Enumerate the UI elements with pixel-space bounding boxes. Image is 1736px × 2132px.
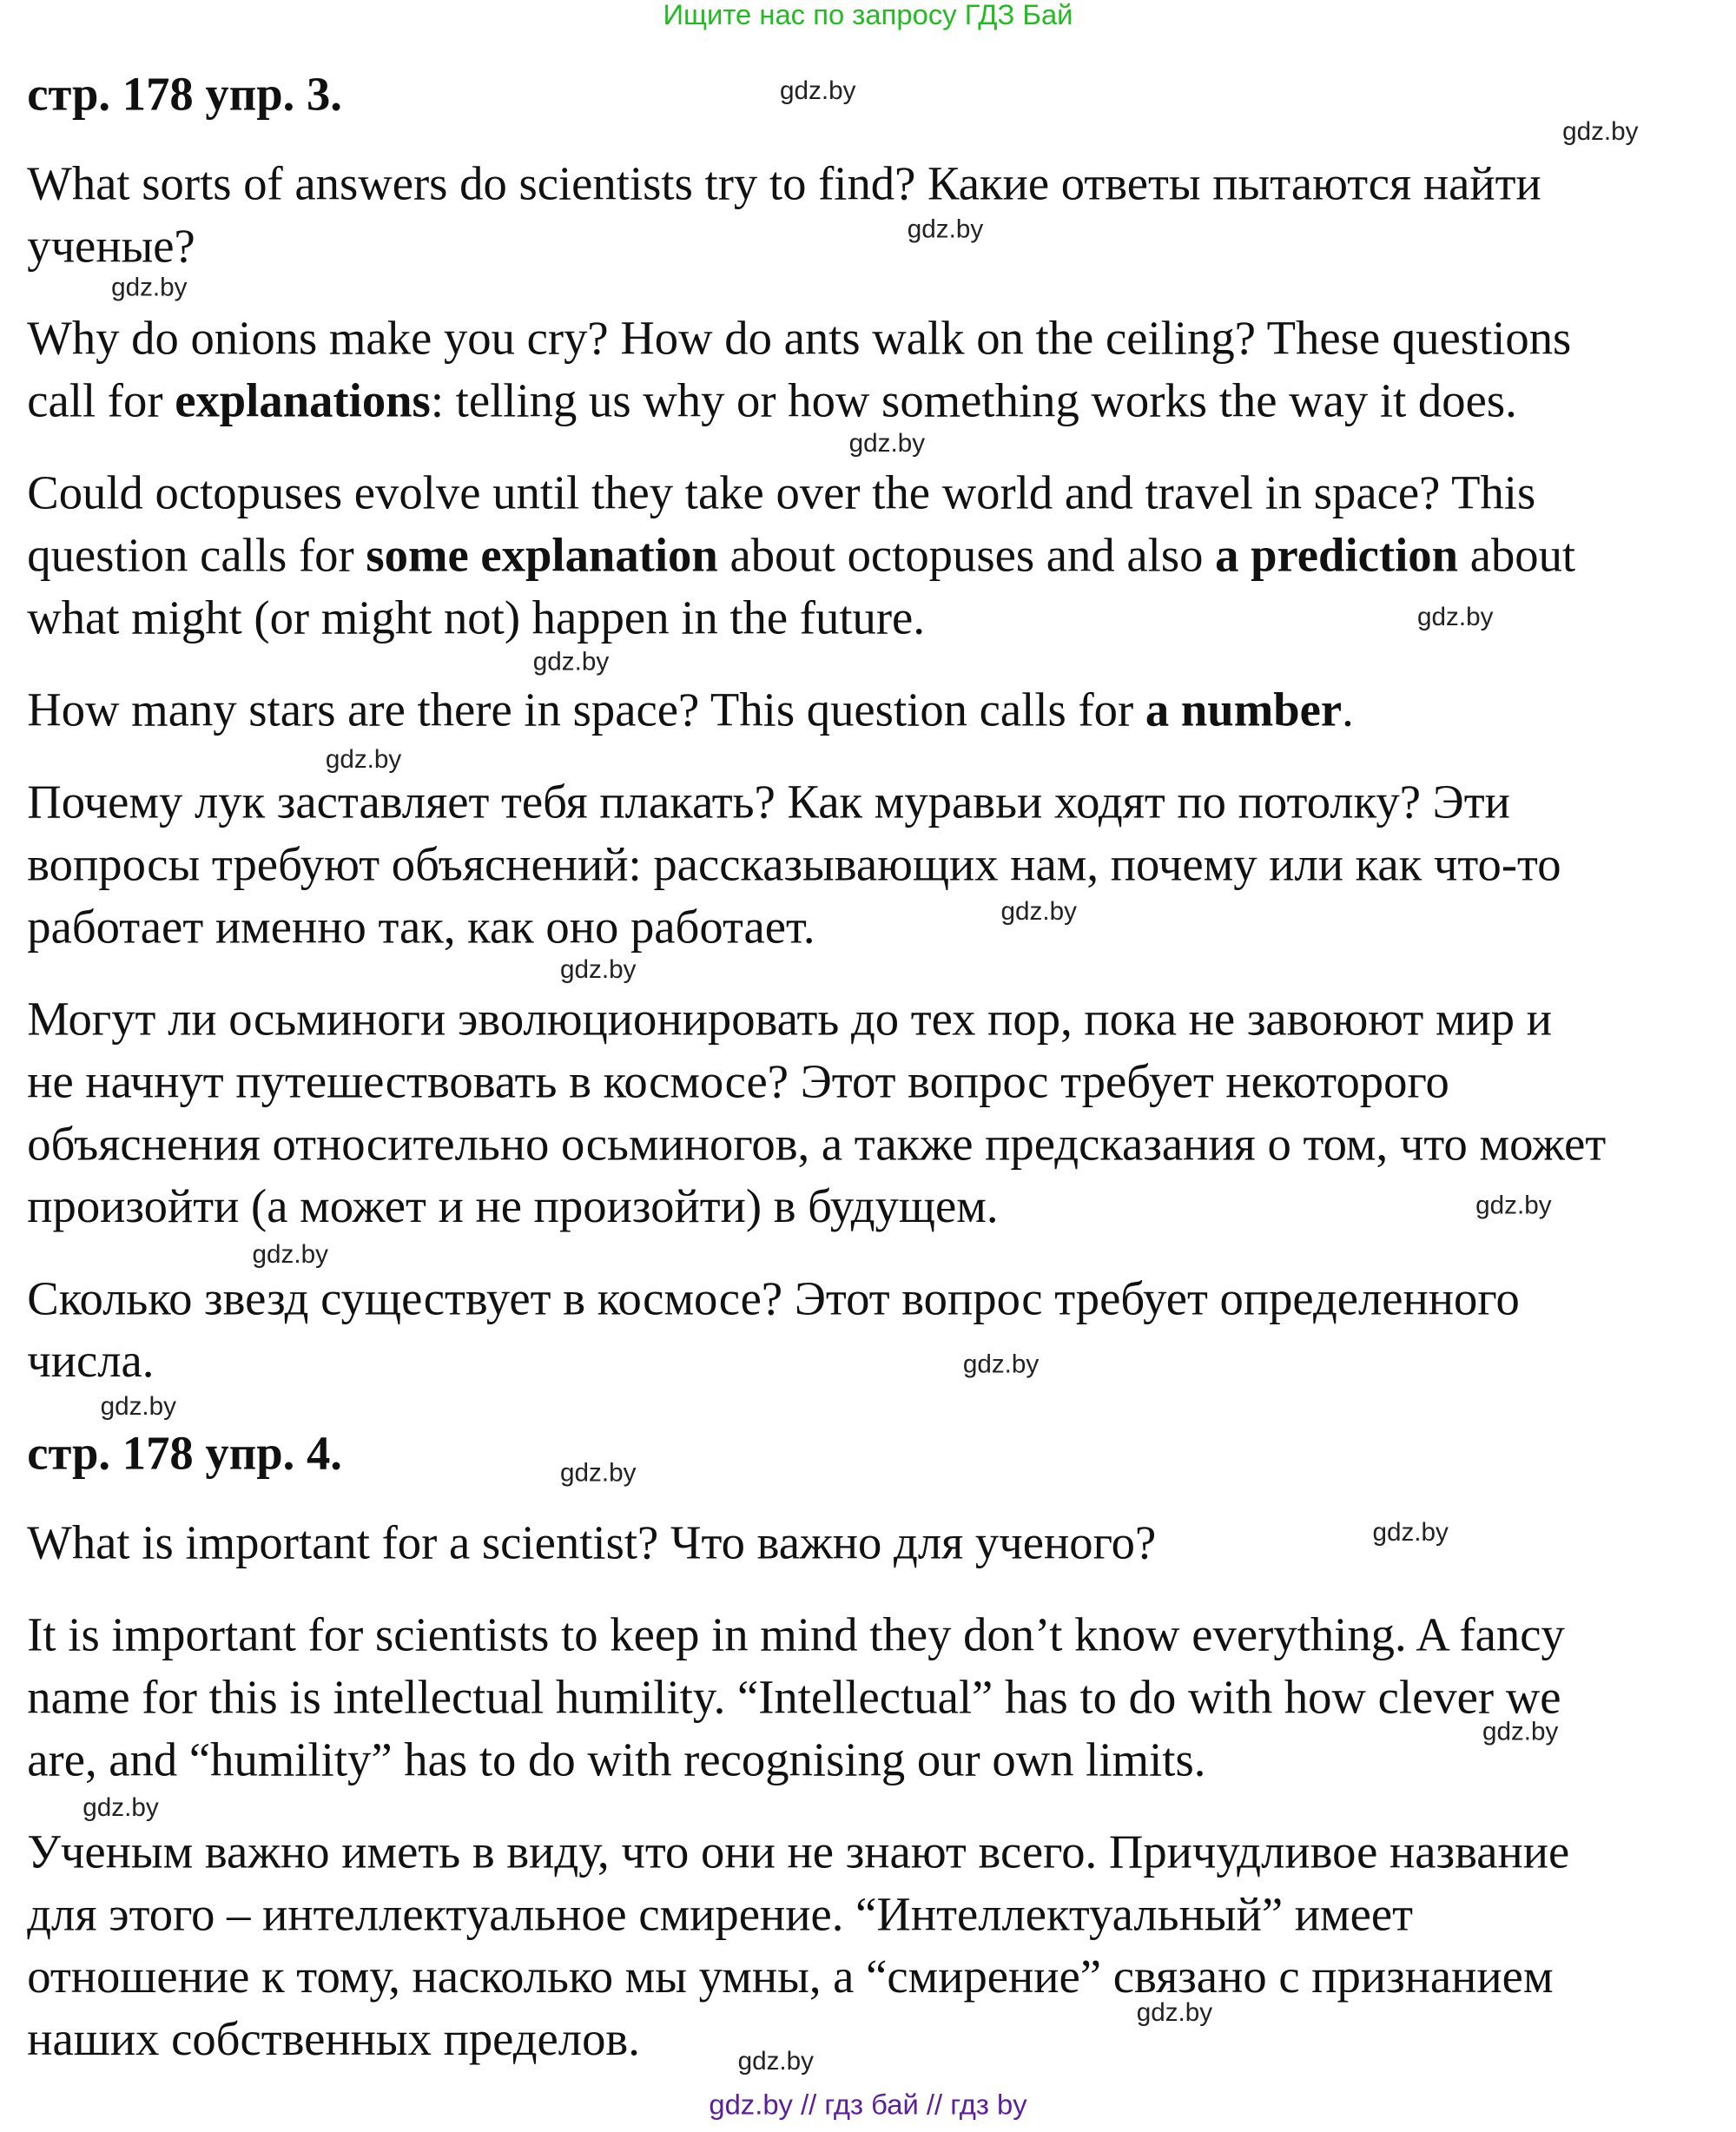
watermark: gdz.by bbox=[252, 1240, 328, 1270]
text-line: наших собственных пределов. bbox=[27, 2012, 640, 2066]
watermark: gdz.by bbox=[559, 955, 637, 985]
question-line: What is important for a scientist? Что важно для ученого? bbox=[27, 1515, 1157, 1569]
question-line: What sorts of answers do scientists try to find? Какие ответы пытаются найти bbox=[27, 157, 1541, 211]
text: . bbox=[1342, 683, 1354, 737]
watermark: gdz.by bbox=[559, 1459, 637, 1488]
text-line bbox=[27, 679, 1354, 742]
watermark: gdz.by bbox=[532, 648, 610, 677]
text-line: работает именно так, как оно работает. bbox=[27, 900, 815, 954]
bold-term: a number bbox=[1145, 683, 1343, 737]
watermark: gdz.by bbox=[1475, 1191, 1552, 1221]
watermark: gdz.by bbox=[1416, 603, 1494, 632]
watermark: gdz.by bbox=[848, 430, 926, 459]
text: about bbox=[1458, 529, 1576, 582]
watermark: gdz.by bbox=[962, 1350, 1040, 1380]
watermark: gdz.by bbox=[1482, 1718, 1559, 1747]
watermark: gdz.by bbox=[1372, 1519, 1449, 1548]
text-line: Могут ли осьминоги эволюционировать до тех пор, пока не завоюют мир и bbox=[27, 993, 1553, 1046]
text-line: Why do onions make you cry? How do ants walk on the ceiling? These questions bbox=[27, 312, 1572, 366]
text-line: отношение к тому, насколько мы умны, а “смирение” связано с признанием bbox=[27, 1950, 1554, 2003]
watermark: gdz.by bbox=[737, 2048, 815, 2076]
bold-term: some explanation bbox=[366, 529, 718, 582]
watermark: gdz.by bbox=[325, 745, 402, 775]
text-line bbox=[27, 370, 1517, 432]
text-line: are, and “humility” has to do with recognising our own limits. bbox=[27, 1733, 1206, 1786]
text-line bbox=[27, 525, 1575, 587]
text: about octopuses and also bbox=[717, 529, 1216, 582]
watermark: gdz.by bbox=[100, 1392, 177, 1422]
watermark: gdz.by bbox=[83, 1794, 159, 1823]
text-line: Сколько звезд существует в космосе? Этот вопрос требует определенного bbox=[27, 1271, 1520, 1325]
text-line: what might (or might not) happen in the future. bbox=[27, 591, 926, 644]
search-banner: Ищите нас по запросу ГДЗ Бай bbox=[663, 0, 1073, 31]
text: question calls for bbox=[27, 529, 366, 582]
exercise-4-heading: стр. 178 упр. 4. bbox=[27, 1426, 342, 1480]
footer-links: gdz.by // гдз бай // гдз by bbox=[709, 2089, 1027, 2122]
text-line: произойти (а может и не произойти) в будущем. bbox=[27, 1179, 999, 1233]
text-line: для этого – интеллектуальное смирение. “Интеллектуальный” имеет bbox=[27, 1887, 1414, 1941]
exercise-3-heading: стр. 178 упр. 3. bbox=[27, 68, 342, 121]
text-line: Could octopuses evolve until they take over the world and travel in space? This bbox=[27, 466, 1536, 520]
text: call for bbox=[27, 374, 175, 427]
bold-term: a prediction bbox=[1215, 529, 1459, 582]
text-line: не начнут путешествовать в космосе? Этот вопрос требует некоторого bbox=[27, 1055, 1449, 1108]
text-line: Ученым важно иметь в виду, что они не знают всего. Причудливое название bbox=[27, 1825, 1570, 1878]
text: : telling us why or how something works the way it does. bbox=[430, 374, 1517, 427]
text: How many stars are there in space? This question calls for bbox=[27, 683, 1145, 737]
text-line: числа. bbox=[27, 1334, 155, 1388]
text-line: объяснения относительно осьминогов, а также предсказания о том, что может bbox=[27, 1117, 1607, 1171]
watermark: gdz.by bbox=[1136, 1998, 1213, 2028]
watermark: gdz.by bbox=[779, 77, 856, 106]
watermark: gdz.by bbox=[1000, 897, 1077, 927]
watermark: gdz.by bbox=[907, 215, 984, 245]
text-line: name for this is intellectual humility. “Intellectual” has to do with how clever we bbox=[27, 1671, 1561, 1724]
watermark: gdz.by bbox=[1562, 117, 1639, 147]
text-line: вопросы требуют объяснений: рассказывающих нам, почему или как что-то bbox=[27, 838, 1561, 892]
text-line: It is important for scientists to keep in mind they don’t know everything. A fancy bbox=[27, 1608, 1565, 1662]
bold-term: explanations bbox=[175, 374, 431, 427]
watermark: gdz.by bbox=[111, 274, 188, 303]
question-line: ученые? bbox=[27, 219, 195, 273]
text-line: Почему лук заставляет тебя плакать? Как муравьи ходят по потолку? Эти bbox=[27, 776, 1510, 829]
